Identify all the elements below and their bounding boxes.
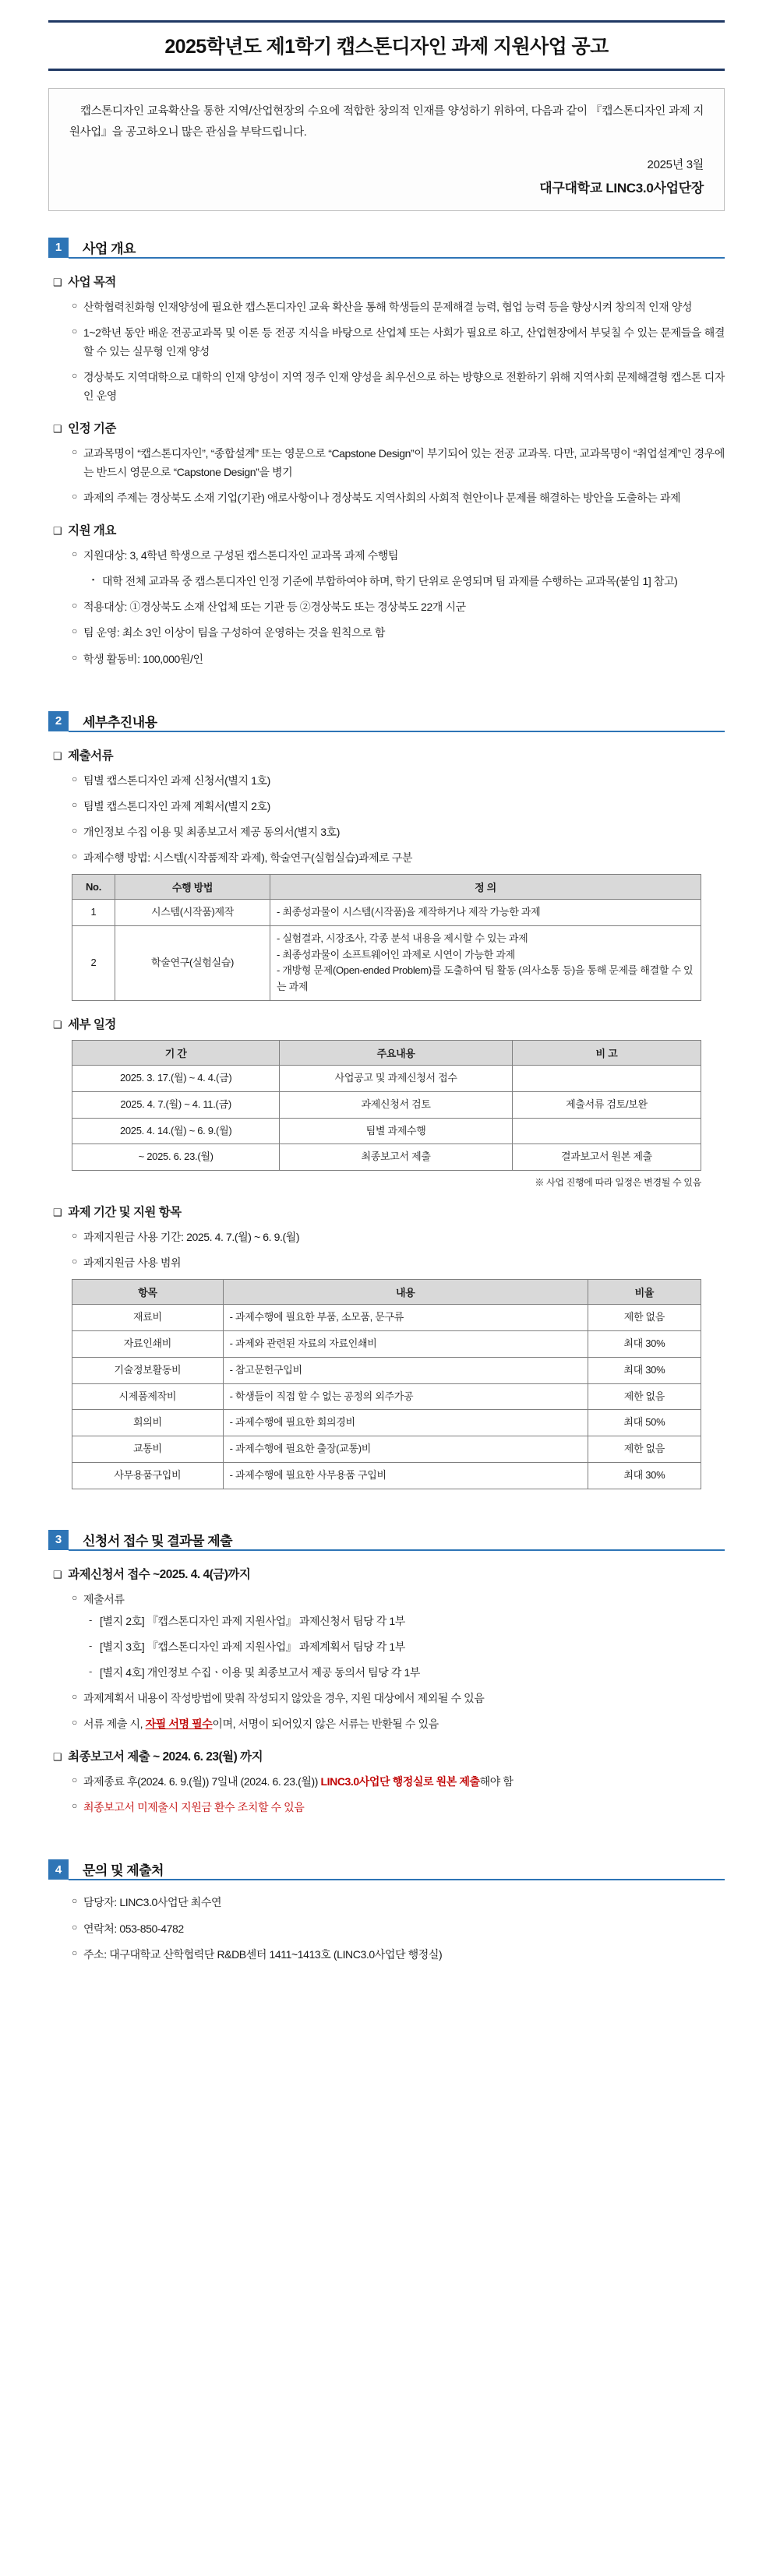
signature-note-text	[83, 1714, 725, 1733]
definition-line: - 최종성과물이 시스템(시작품)을 제작하거나 제작 가능한 과제	[277, 905, 541, 918]
table-row	[72, 1331, 701, 1358]
cell-period: 2025. 3. 17.(월) ~ 4. 4.(금)	[72, 1065, 280, 1091]
table-header-method: 수행 방법	[115, 874, 270, 899]
section-number-2: 2	[48, 711, 69, 731]
cell-ratio: 제한 없음	[588, 1383, 701, 1410]
cell-ratio: 최대 50%	[588, 1410, 701, 1436]
cell-item: 사무용품구입비	[72, 1463, 224, 1489]
section-number-4: 4	[48, 1859, 69, 1880]
cell-ratio: 최대 30%	[588, 1463, 701, 1489]
table-row	[72, 1383, 701, 1410]
square-marker-icon: ❑	[53, 525, 62, 537]
cell-content: 팀별 과제수행	[280, 1118, 513, 1144]
bullet-marker-icon: ▪	[92, 576, 95, 584]
table-row	[72, 1357, 701, 1383]
cell-remarks: 결과보고서 원본 제출	[512, 1144, 701, 1171]
page-title: 2025학년도 제1학기 캡스톤디자인 과제 지원사업 공고	[164, 36, 609, 58]
section-header-4	[48, 1859, 725, 1880]
list-item	[48, 488, 725, 507]
cell-period: 2025. 4. 14.(월) ~ 6. 9.(월)	[72, 1118, 280, 1144]
section-number-3: 3	[48, 1530, 69, 1550]
table-row	[72, 1410, 701, 1436]
list-item-sub-text: 대학 전체 교과목 중 캡스톤디자인 인정 기준에 부합하여야 하며, 학기 단위로 운영되며 팀 과제를 수행하는 교과목(붙임 1] 참고)	[102, 575, 678, 588]
heading-support-overview-label: 지원 개요	[68, 524, 116, 538]
signature-note-prefix: 서류 제출 시,	[83, 1718, 146, 1731]
list-item	[48, 546, 725, 565]
cell-item: 교통비	[72, 1436, 224, 1463]
circle-marker-icon: ○	[72, 325, 78, 337]
section-title-3: 신청서 접수 및 결과물 제출	[83, 1533, 233, 1549]
intro-paragraph: 캡스톤디자인 교육확산을 통한 지역/산업현장의 수요에 적합한 창의적 인재를 양성하기 위하여, 다음과 같이 『캡스톤디자인 과제 지원사업』을 공고하오니 많은 관심을 부탁드립니다.	[69, 105, 704, 139]
cell-item: 기술정보활동비	[72, 1357, 224, 1383]
section-title-box-2	[69, 711, 725, 732]
section-header-1	[48, 238, 725, 259]
square-marker-icon: ❑	[53, 1207, 62, 1219]
circle-marker-icon: ○	[72, 548, 78, 560]
cell-ratio: 제한 없음	[588, 1436, 701, 1463]
heading-application-reception	[53, 1565, 725, 1582]
table-header-row	[72, 874, 701, 899]
cell-definition	[270, 899, 701, 925]
final-submit-suffix: 해야 함	[479, 1775, 514, 1788]
final-submit-text	[83, 1772, 725, 1791]
cell-no: 2	[72, 925, 115, 1000]
circle-marker-icon: ○	[72, 1591, 78, 1603]
list-item	[48, 444, 725, 481]
list-item-text: 과제계획서 내용이 작성방법에 맞춰 작성되지 않았을 경우, 지원 대상에서 제외될 수 있음	[83, 1692, 485, 1705]
list-item-text: 지원대상: 3, 4학년 학생으로 구성된 캡스톤디자인 교과목 과제 수행팀	[83, 549, 399, 562]
table-header-item: 항목	[72, 1280, 224, 1305]
signature-note-suffix: 이며, 서명이 되어있지 않은 서류는 반환될 수 있음	[212, 1718, 439, 1731]
cell-period: 2025. 4. 7.(월) ~ 4. 11.(금)	[72, 1091, 280, 1118]
table-header-no: No.	[72, 874, 115, 899]
circle-marker-icon: ○	[72, 850, 78, 862]
cell-ratio: 최대 30%	[588, 1331, 701, 1358]
cell-detail: - 과제수행에 필요한 회의경비	[223, 1410, 588, 1436]
table-header-period: 기 간	[72, 1040, 280, 1065]
cell-ratio: 제한 없음	[588, 1305, 701, 1331]
list-item-contact-address	[48, 1945, 725, 1964]
intro-box	[48, 88, 725, 211]
cell-detail: - 과제수행에 필요한 출장(교통)비	[223, 1436, 588, 1463]
heading-period-support	[53, 1203, 725, 1220]
cell-method: 학술연구(실험실습)	[115, 925, 270, 1000]
list-item-dash-text: [별지 3호] 『캡스톤디자인 과제 지원사업』 과제계획서 팀당 각 1부	[100, 1640, 405, 1654]
dash-marker-icon: -	[89, 1613, 93, 1626]
cell-detail: - 과제수행에 필요한 부품, 소모품, 문구류	[223, 1305, 588, 1331]
list-item	[48, 848, 725, 867]
table-header-detail: 내용	[223, 1280, 588, 1305]
circle-marker-icon: ○	[72, 600, 78, 611]
cell-detail: - 학생들이 직접 할 수 없는 공정의 외주가공	[223, 1383, 588, 1410]
list-item	[48, 1228, 725, 1246]
list-item-text: 과제수행 방법: 시스템(시작품제작 과제), 학술연구(실험실습)과제로 구분	[83, 851, 413, 864]
cell-definition	[270, 925, 701, 1000]
list-item-text: 과제지원금 사용 기간: 2025. 4. 7.(월) ~ 6. 9.(월)	[83, 1231, 300, 1244]
dash-marker-icon: -	[89, 1665, 93, 1678]
cell-content: 과제신청서 검토	[280, 1091, 513, 1118]
table-row	[72, 1144, 701, 1171]
circle-marker-icon: ○	[72, 1230, 78, 1242]
square-marker-icon: ❑	[53, 1018, 62, 1031]
method-table	[72, 874, 701, 1001]
cell-item: 시제품제작비	[72, 1383, 224, 1410]
square-marker-icon: ❑	[53, 1568, 62, 1580]
list-item-text: 적용대상: ①경상북도 소재 산업체 또는 기관 등 ②경상북도 또는 경상북도 22개 시군	[83, 601, 466, 614]
circle-marker-icon: ○	[72, 446, 78, 458]
list-item	[48, 623, 725, 642]
list-item	[48, 597, 725, 616]
cell-content: 최종보고서 제출	[280, 1144, 513, 1171]
table-row	[72, 1065, 701, 1091]
square-marker-icon: ❑	[53, 1751, 62, 1764]
circle-marker-icon: ○	[72, 824, 78, 836]
list-item	[48, 298, 725, 316]
circle-marker-icon: ○	[72, 491, 78, 502]
table-row	[72, 1436, 701, 1463]
section-title-box-1	[69, 238, 725, 259]
heading-final-report	[53, 1747, 725, 1764]
list-item-dash	[48, 1612, 725, 1630]
cell-detail: - 참고문헌구입비	[223, 1357, 588, 1383]
heading-schedule	[53, 1015, 725, 1032]
circle-marker-icon: ○	[72, 1800, 78, 1812]
final-submit-emphasis: LINC3.0사업단 행정실로 원본 제출	[320, 1775, 480, 1788]
table-header-remarks: 비 고	[512, 1040, 701, 1065]
intro-date: 2025년 3월	[647, 157, 704, 171]
cell-remarks: 제출서류 검토/보완	[512, 1091, 701, 1118]
list-item	[48, 368, 725, 405]
list-item-text: 산학협력친화형 인재양성에 필요한 캡스톤디자인 교육 확산을 통해 학생들의 문제해결 능력, 협업 능력 등을 향상시켜 창의적 인재 양성	[83, 300, 693, 313]
table-row	[72, 899, 701, 925]
circle-marker-icon: ○	[72, 299, 78, 311]
list-item-contact-phone	[48, 1919, 725, 1938]
cell-method: 시스템(시작품)제작	[115, 899, 270, 925]
section-title-box-4	[69, 1859, 725, 1880]
circle-marker-icon: ○	[72, 1921, 78, 1933]
heading-submission-documents	[53, 746, 725, 763]
circle-marker-icon: ○	[72, 1256, 78, 1267]
contact-address-text: 주소: 대구대학교 산학협력단 R&DB센터 1411~1413호 (LINC3.0사업단 행정실)	[83, 1947, 443, 1961]
list-item-recovery-note	[48, 1798, 725, 1817]
list-item-sub	[48, 572, 725, 590]
square-marker-icon: ❑	[53, 276, 62, 288]
list-item-dash-text: [별지 2호] 『캡스톤디자인 과제 지원사업』 과제신청서 팀당 각 1부	[100, 1614, 405, 1627]
cell-item: 자료인쇄비	[72, 1331, 224, 1358]
list-item-dash	[48, 1637, 725, 1656]
square-marker-icon: ❑	[53, 423, 62, 435]
circle-marker-icon: ○	[72, 625, 78, 637]
heading-support-overview	[53, 521, 725, 538]
cell-period: ~ 2025. 6. 23.(월)	[72, 1144, 280, 1171]
list-item-dash-text: [별지 4호] 개인정보 수집ㆍ이용 및 최종보고서 제공 동의서 팀당 각 1부	[100, 1666, 420, 1679]
list-item	[48, 650, 725, 668]
circle-marker-icon: ○	[72, 798, 78, 810]
heading-schedule-label: 세부 일정	[68, 1017, 116, 1031]
cell-item: 회의비	[72, 1410, 224, 1436]
heading-criteria	[53, 419, 725, 436]
cell-ratio: 최대 30%	[588, 1357, 701, 1383]
definition-line: - 실험결과, 시장조사, 각종 분석 내용을 제시할 수 있는 과제	[277, 932, 528, 944]
cell-remarks	[512, 1118, 701, 1144]
section-title-4: 문의 및 제출처	[83, 1863, 164, 1879]
heading-purpose-label: 사업 목적	[68, 275, 116, 289]
section-number-1: 1	[48, 238, 69, 258]
list-item-dash	[48, 1663, 725, 1682]
list-item	[48, 1590, 725, 1609]
document-title-block	[48, 20, 725, 71]
list-item-signature-note	[48, 1714, 725, 1733]
table-header-definition: 정 의	[270, 874, 701, 899]
circle-marker-icon: ○	[72, 773, 78, 784]
circle-marker-icon: ○	[72, 1717, 78, 1728]
list-item-text: 과제의 주제는 경상북도 소재 기업(기관) 애로사항이나 경상북도 지역사회의 사회적 현안이나 문제를 해결하는 방안을 도출하는 과제	[83, 492, 681, 505]
cell-item: 재료비	[72, 1305, 224, 1331]
definition-line: - 최종성과물이 소프트웨어인 과제로 시연이 가능한 과제	[277, 948, 515, 960]
circle-marker-icon: ○	[72, 1691, 78, 1703]
cell-detail: - 과제와 관련된 자료의 자료인쇄비	[223, 1331, 588, 1358]
list-item-text: 과제지원금 사용 범위	[83, 1256, 182, 1270]
recovery-note-text: 최종보고서 미제출시 지원금 환수 조치할 수 있음	[83, 1801, 305, 1814]
circle-marker-icon: ○	[72, 1947, 78, 1958]
schedule-table	[72, 1040, 701, 1171]
list-item	[48, 797, 725, 816]
definition-line: - 개방형 문제(Open-ended Problem)를 도출하여 팀 활동 (의사소통 등)을 통해 문제를 해결할 수 있는 과제	[277, 964, 694, 993]
cell-no: 1	[72, 899, 115, 925]
section-header-2	[48, 711, 725, 732]
table-row	[72, 1091, 701, 1118]
list-item	[48, 323, 725, 361]
heading-final-report-label: 최종보고서 제출 ~ 2024. 6. 23(월) 까지	[68, 1750, 263, 1764]
circle-marker-icon: ○	[72, 1774, 78, 1786]
list-item	[48, 1253, 725, 1272]
table-row	[72, 1305, 701, 1331]
intro-organization: 대구대학교 LINC3.0사업단장	[539, 180, 704, 196]
table-row	[72, 925, 701, 1000]
cell-detail: - 과제수행에 필요한 사무용품 구입비	[223, 1463, 588, 1489]
list-item-text: 제출서류	[83, 1592, 125, 1605]
list-item	[48, 771, 725, 790]
list-item-text: 교과목명이 “캡스톤디자인”, “종합설계” 또는 영문으로 “Capstone Design”이 부기되어 있는 전공 교과목. 다만, 교과목명이 “취업설계”인 경우에는 반드시 영문으로 “Capstone Design”을 병기	[83, 447, 725, 479]
list-item-final-submit	[48, 1772, 725, 1791]
dash-marker-icon: -	[89, 1640, 93, 1652]
section-header-3	[48, 1530, 725, 1551]
circle-marker-icon: ○	[72, 651, 78, 663]
circle-marker-icon: ○	[72, 369, 78, 381]
contact-person-text: 담당자: LINC3.0사업단 최수연	[83, 1896, 222, 1909]
list-item	[48, 1689, 725, 1707]
section-title-2: 세부추진내용	[83, 714, 157, 730]
circle-marker-icon: ○	[72, 1895, 78, 1907]
list-item-text: 팀 운영: 최소 3인 이상이 팀을 구성하여 운영하는 것을 원칙으로 함	[83, 626, 385, 640]
list-item-text: 1~2학년 동안 배운 전공교과목 및 이론 등 전공 지식을 바탕으로 산업체 또는 사회가 필요로 하고, 산업현장에서 부딪칠 수 있는 문제들을 해결할 수 있는 실무형 인재 양성	[83, 326, 725, 358]
list-item-text: 학생 활동비: 100,000원/인	[83, 652, 203, 665]
square-marker-icon: ❑	[53, 749, 62, 762]
schedule-note: ※ 사업 진행에 따라 일정은 변경될 수 있음	[535, 1177, 701, 1189]
cell-content: 사업공고 및 과제신청서 접수	[280, 1065, 513, 1091]
list-item-text: 개인정보 수집 이용 및 최종보고서 제공 동의서(별지 3호)	[83, 825, 341, 838]
list-item-contact-person	[48, 1893, 725, 1912]
table-row	[72, 1118, 701, 1144]
table-header-row	[72, 1040, 701, 1065]
heading-period-support-label: 과제 기간 및 지원 항목	[68, 1206, 182, 1220]
table-header-ratio: 비율	[588, 1280, 701, 1305]
list-item-text: 경상북도 지역대학으로 대학의 인재 양성이 지역 정주 인재 양성을 최우선으로 하는 방향으로 전환하기 위해 지역사회 문제해결형 캡스톤 디자인 운영	[83, 370, 725, 402]
contact-phone-text: 연락처: 053-850-4782	[83, 1922, 184, 1935]
final-submit-prefix: 과제종료 후(2024. 6. 9.(월)) 7일내 (2024. 6. 23.(월))	[83, 1775, 321, 1788]
table-header-row	[72, 1280, 701, 1305]
heading-criteria-label: 인정 기준	[68, 422, 116, 436]
cell-remarks	[512, 1065, 701, 1091]
table-header-content: 주요내용	[280, 1040, 513, 1065]
list-item-text: 팀별 캡스톤디자인 과제 계획서(별지 2호)	[83, 799, 270, 812]
table-row	[72, 1463, 701, 1489]
heading-purpose	[53, 273, 725, 290]
heading-application-reception-label: 과제신청서 접수 ~2025. 4. 4(금)까지	[68, 1567, 251, 1581]
list-item	[48, 823, 725, 841]
section-title-box-3	[69, 1530, 725, 1551]
heading-submission-documents-label: 제출서류	[68, 749, 114, 763]
section-title-1: 사업 개요	[83, 241, 136, 256]
list-item-text: 팀별 캡스톤디자인 과제 신청서(별지 1호)	[83, 774, 270, 787]
signature-note-emphasis: 자필 서명 필수	[145, 1718, 213, 1731]
budget-table	[72, 1279, 701, 1489]
